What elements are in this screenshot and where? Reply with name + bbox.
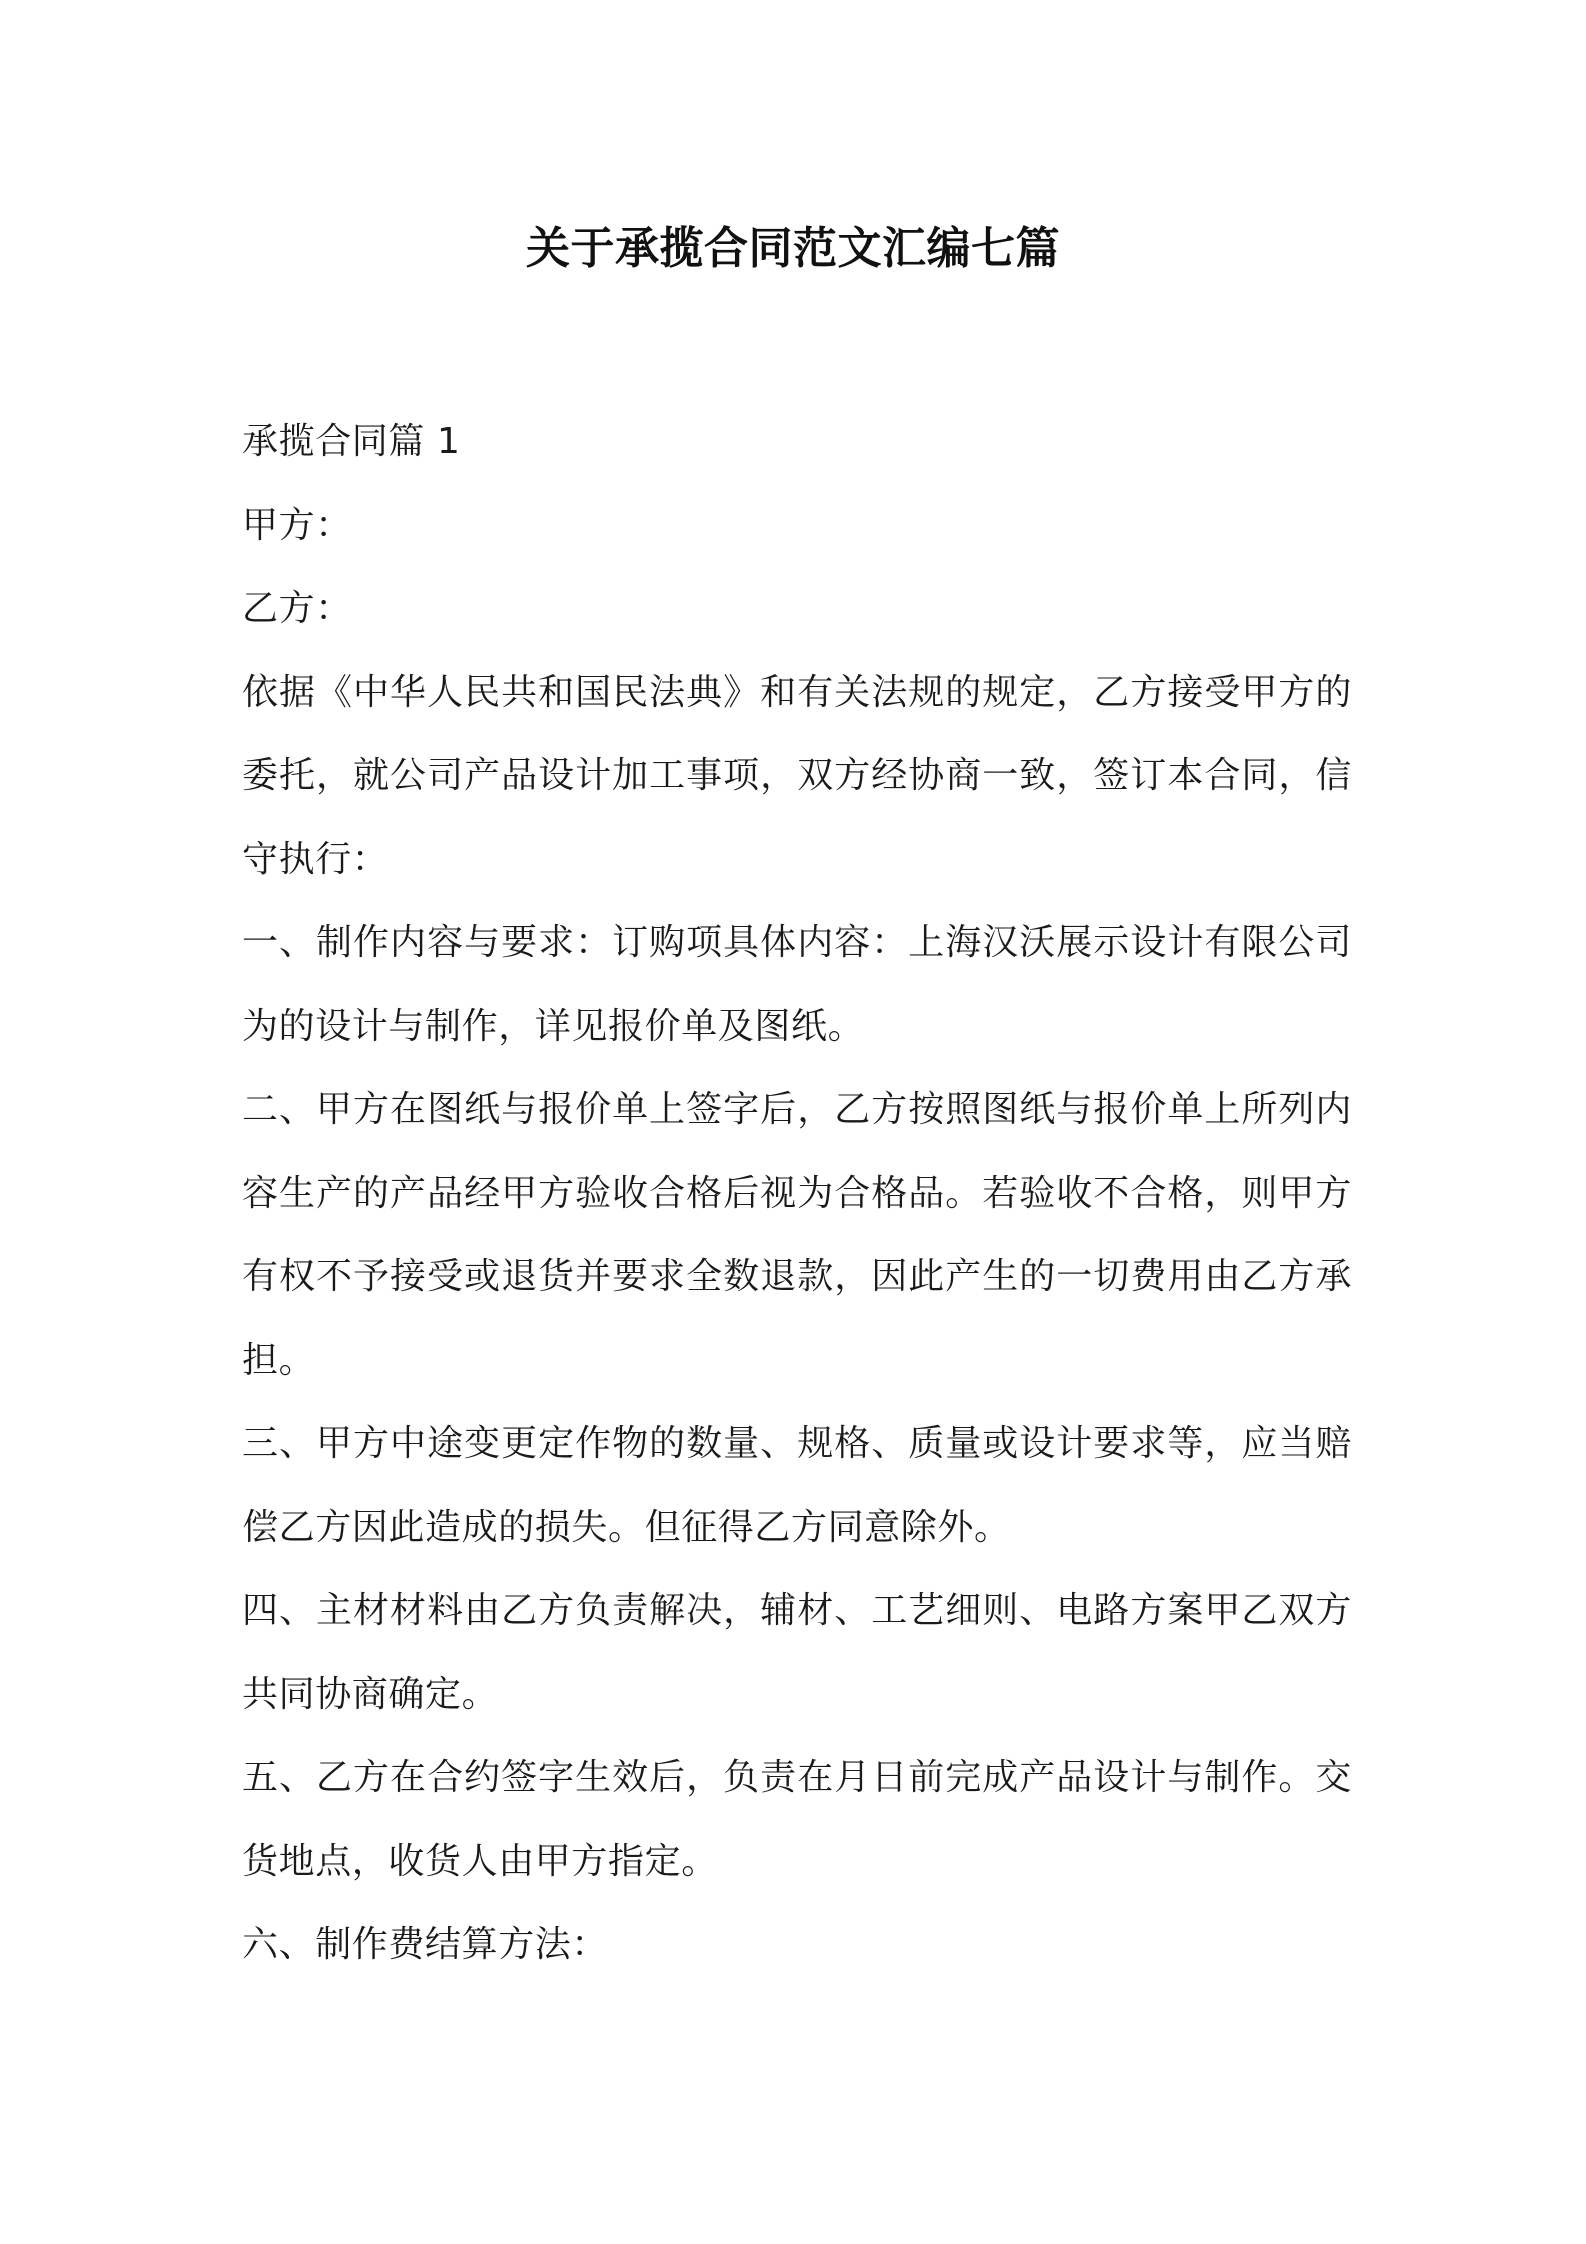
clause-2: 二、甲方在图纸与报价单上签字后，乙方按照图纸与报价单上所列内容生产的产品经甲方验收合格后视为合格品。若验收不合格，则甲方有权不予接受或退货并要求全数退款，因此产生的一切费用由乙方承担。 xyxy=(242,1089,1352,1381)
clause-1: 一、制作内容与要求：订购项具体内容：上海汉沃展示设计有限公司为的设计与制作，详见报价单及图纸。 xyxy=(242,922,1352,1047)
clause-6: 六、制作费结算方法： xyxy=(242,1924,609,1965)
clause-4: 四、主材材料由乙方负责解决，辅材、工艺细则、电路方案甲乙双方共同协商确定。 xyxy=(242,1590,1352,1715)
section-heading: 承揽合同篇 1 xyxy=(242,421,461,462)
clause-5: 五、乙方在合约签字生效后，负责在月日前完成产品设计与制作。交货地点，收货人由甲方指定。 xyxy=(242,1757,1352,1882)
preamble-paragraph: 依据《中华人民共和国民法典》和有关法规的规定，乙方接受甲方的委托，就公司产品设计加工事项，双方经协商一致，签订本合同，信守执行： xyxy=(242,671,1352,880)
document-title: 关于承揽合同范文汇编七篇 xyxy=(526,223,1060,274)
document-body xyxy=(242,400,1352,1987)
party-b-line: 乙方： xyxy=(242,588,352,629)
clause-3: 三、甲方中途变更定作物的数量、规格、质量或设计要求等，应当赔偿乙方因此造成的损失。但征得乙方同意除外。 xyxy=(242,1423,1352,1548)
party-a-line: 甲方： xyxy=(242,504,352,546)
